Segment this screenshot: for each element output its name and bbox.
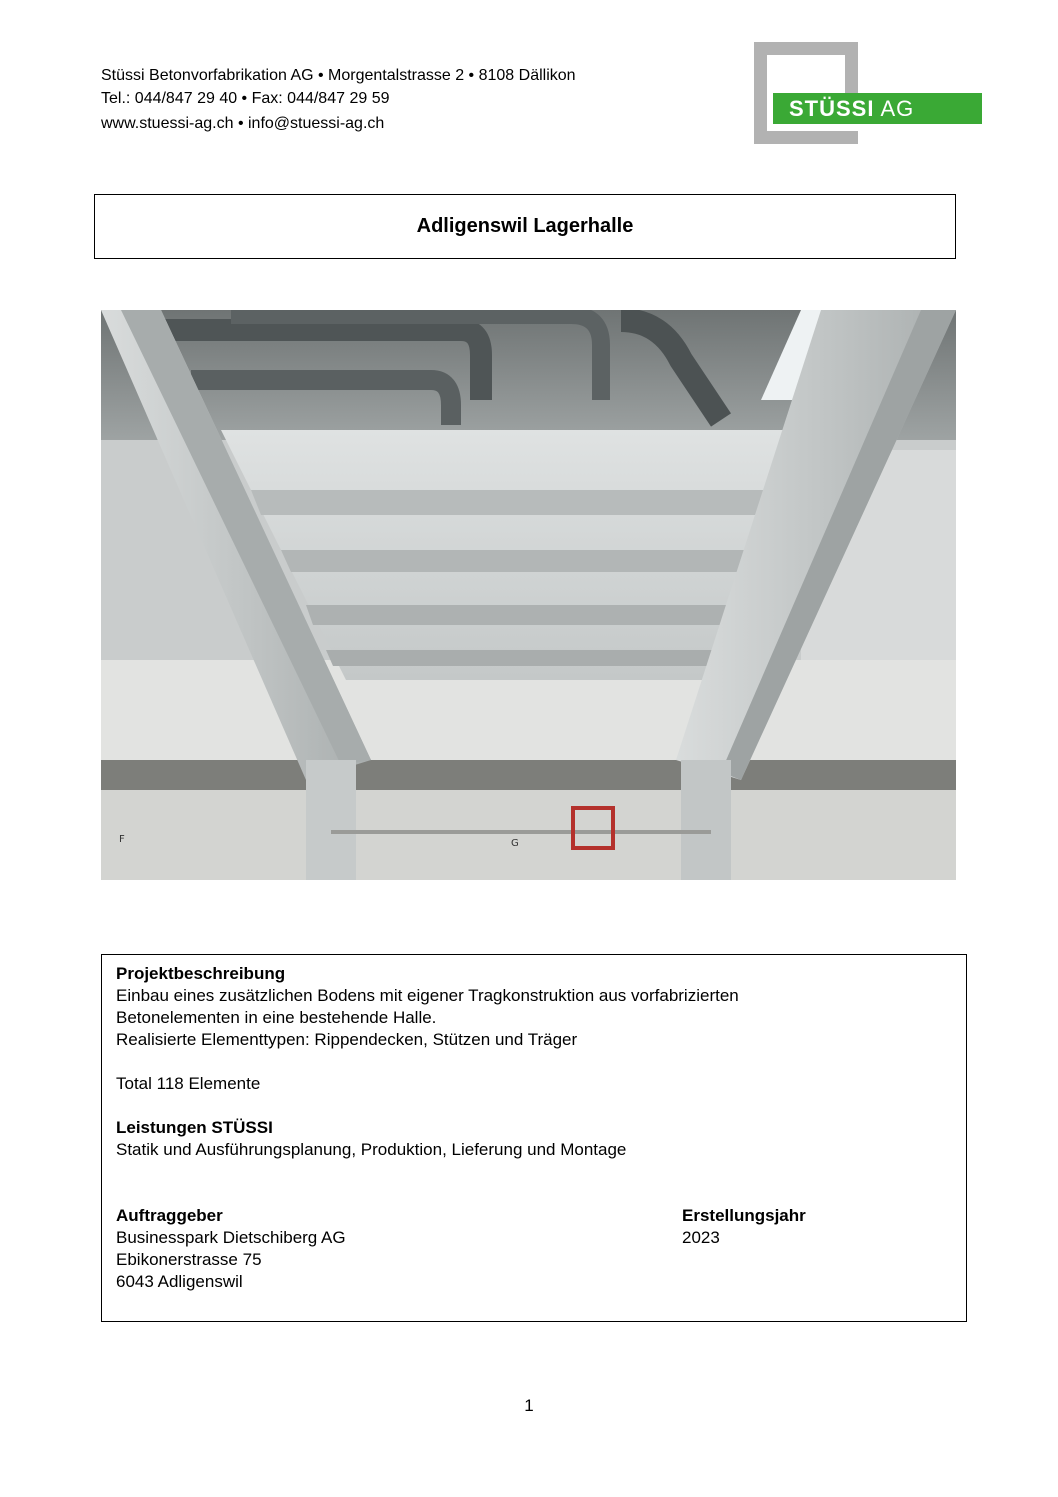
projekt-heading: Projektbeschreibung bbox=[116, 964, 286, 983]
auftraggeber-line: 6043 Adligenswil bbox=[116, 1272, 243, 1291]
document-title-text: Adligenswil Lagerhalle bbox=[416, 215, 634, 237]
project-info-box bbox=[101, 954, 967, 1322]
company-address-block bbox=[101, 64, 576, 135]
project-photo bbox=[101, 310, 956, 880]
leistungen-text: Statik und Ausführungsplanung, Produktion, Lieferung und Montage bbox=[116, 1140, 627, 1159]
stuessi-logo bbox=[752, 40, 984, 146]
page-number: 1 bbox=[524, 1396, 534, 1415]
projekt-text-line: Einbau eines zusätzlichen Bodens mit eigener Tragkonstruktion aus vorfabrizierten bbox=[116, 986, 739, 1005]
logo-wordmark: STÜSSI AG bbox=[773, 93, 982, 124]
projekt-text-line: Betonelementen in eine bestehende Halle. bbox=[116, 1008, 437, 1027]
projekt-text-line: Realisierte Elementtypen: Rippendecken, Stützen und Träger bbox=[116, 1030, 578, 1049]
company-phone-line: Tel.: 044/847 29 40 • Fax: 044/847 29 59 bbox=[101, 90, 390, 107]
erstellungsjahr-value: 2023 bbox=[682, 1228, 720, 1247]
auftraggeber-line: Businesspark Dietschiberg AG bbox=[116, 1228, 346, 1247]
auftraggeber-heading: Auftraggeber bbox=[116, 1206, 223, 1225]
document-title bbox=[94, 194, 956, 259]
company-address-line: Stüssi Betonvorfabrikation AG • Morgentalstrasse 2 • 8108 Dällikon bbox=[101, 67, 576, 84]
total-elements: Total 118 Elemente bbox=[116, 1074, 261, 1093]
leistungen-heading: Leistungen STÜSSI bbox=[116, 1118, 273, 1137]
grid-marker-f: F bbox=[119, 834, 125, 845]
erstellungsjahr-heading: Erstellungsjahr bbox=[682, 1206, 806, 1225]
auftraggeber-line: Ebikonerstrasse 75 bbox=[116, 1250, 262, 1269]
grid-marker-g: G bbox=[511, 838, 519, 849]
company-web-line: www.stuessi-ag.ch • info@stuessi-ag.ch bbox=[101, 115, 385, 132]
